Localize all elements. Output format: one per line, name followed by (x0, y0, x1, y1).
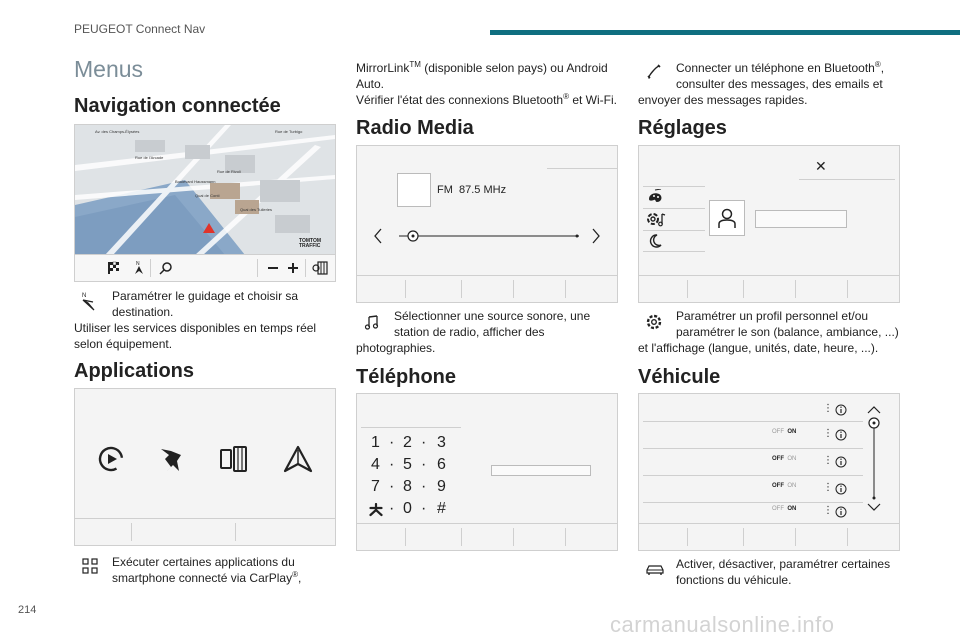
keypad-separator: · (421, 500, 427, 517)
keypad-separator: · (389, 456, 395, 473)
vertical-scroll-slider[interactable] (868, 416, 880, 500)
android-auto-icon[interactable] (283, 445, 313, 473)
chevron-right-icon[interactable] (591, 228, 601, 244)
more-options-icon[interactable]: ⋮ (823, 482, 833, 493)
apps-screenshot (74, 388, 336, 546)
map-image (75, 125, 335, 255)
toggle-switch[interactable]: OFF ON (772, 506, 797, 512)
radio-screenshot (356, 145, 618, 303)
chevron-up-icon[interactable] (867, 406, 881, 414)
nav-heading: Navigation connectée (74, 95, 281, 117)
keypad-key[interactable]: 2 (403, 434, 412, 451)
keypad-separator: · (421, 478, 427, 495)
night-mode-icon[interactable] (647, 233, 663, 249)
keypad-key[interactable]: 9 (437, 478, 446, 495)
more-options-icon[interactable]: ⋮ (823, 455, 833, 466)
dial-number-field[interactable] (491, 465, 591, 476)
info-icon[interactable] (835, 404, 847, 416)
map-settings-icon[interactable] (312, 261, 328, 275)
settings-screenshot (638, 145, 900, 303)
nav-screenshot (74, 124, 336, 282)
phone-description: Connecter un téléphone en Bluetooth®, consulter des messages, des emails et envoyer des messages rapides. (638, 60, 885, 107)
frequency-slider[interactable] (399, 228, 579, 244)
nav-description: Paramétrer le guidage et choisir sa destination. Utiliser les services disponibles en temps réel selon équipement. (74, 289, 317, 351)
map-label: Quai de Conti (195, 193, 220, 198)
toggle-switch[interactable]: OFF ON (772, 429, 797, 435)
chevron-left-icon[interactable] (373, 228, 383, 244)
keypad-key[interactable]: 8 (403, 478, 412, 495)
running-header: PEUGEOT Connect Nav (74, 22, 206, 36)
settings-heading: Réglages (638, 117, 727, 139)
profile-name-field[interactable] (755, 210, 847, 228)
svg-text:N: N (136, 261, 140, 267)
close-icon[interactable]: ✕ (815, 158, 827, 174)
keypad-key[interactable]: 6 (437, 456, 446, 473)
settings-description: Paramétrer un profil personnel et/ou paramétrer le son (balance, ambiance, ...) et l'affichage (langue, unités, date, heure, ...). (638, 309, 899, 355)
phone-heading: Téléphone (356, 366, 457, 388)
keypad-separator: · (389, 500, 395, 517)
more-options-icon[interactable]: ⋮ (823, 428, 833, 439)
map-toolbar (75, 254, 335, 281)
info-icon[interactable] (835, 483, 847, 495)
info-icon[interactable] (835, 456, 847, 468)
vehicle-heading: Véhicule (638, 366, 721, 388)
toggle-switch[interactable]: OFF ON (772, 456, 797, 462)
vehicle-description: Activer, désactiver, paramétrer certaines fonctions du véhicule. (676, 557, 891, 587)
page-title: Menus (74, 56, 144, 82)
map-label: Boulevard Haussmann (175, 179, 216, 184)
carplay-icon[interactable] (97, 445, 125, 473)
zoom-in-icon[interactable] (287, 262, 299, 274)
more-options-icon[interactable]: ⋮ (823, 403, 833, 414)
phone-screenshot (356, 393, 618, 551)
keypad-separator: · (421, 434, 427, 451)
mirrorlink-icon[interactable] (157, 445, 185, 473)
keypad-separator: · (389, 478, 395, 495)
keypad-key[interactable]: 7 (371, 478, 380, 495)
header-accent-bar (490, 30, 960, 35)
user-profile-icon (716, 207, 738, 229)
info-icon[interactable] (835, 506, 847, 518)
sound-settings-icon[interactable] (645, 210, 667, 228)
info-icon[interactable] (835, 429, 847, 441)
apps-heading: Applications (74, 360, 195, 382)
map-label: Rue de Rivoli (217, 169, 241, 174)
map-label: Rue de Turbigo (275, 129, 303, 134)
search-icon[interactable] (159, 261, 173, 275)
keypad-key[interactable]: 1 (371, 434, 380, 451)
palette-icon[interactable] (647, 189, 665, 205)
profile-button[interactable] (709, 200, 745, 236)
keypad-key[interactable]: # (437, 500, 446, 517)
keypad-separator: · (389, 434, 395, 451)
zoom-out-icon[interactable] (267, 262, 279, 274)
map-label: Av. des Champs-Élysées (95, 129, 140, 134)
radio-band: FM (437, 184, 453, 196)
keypad-key[interactable]: 5 (403, 456, 412, 473)
page-number: 214 (18, 604, 37, 616)
svg-text:N: N (82, 293, 87, 299)
more-options-icon[interactable]: ⋮ (823, 505, 833, 516)
radio-description: Sélectionner une source sonore, une station de radio, afficher des photographies. (356, 309, 591, 355)
radio-frequency: 87.5 MHz (459, 184, 507, 196)
chevron-down-icon[interactable] (867, 503, 881, 511)
map-label: Rue de l'Arcade (135, 155, 164, 160)
traffic-badge: TOMTOM TRAFFIC (299, 238, 322, 249)
map-label: Quai des Tuileries (240, 207, 273, 212)
keypad-separator: · (421, 456, 427, 473)
toggle-switch[interactable]: OFF ON (772, 483, 797, 489)
apps-description-continued: MirrorLink™ (disponible selon pays) ou Android Auto. Vérifier l'état des connexions Bluetooth® et Wi-Fi. (356, 60, 617, 107)
vehicle-screenshot (638, 393, 900, 551)
keypad-key[interactable]: 4 (371, 456, 380, 473)
destination-flag-icon[interactable] (107, 261, 121, 275)
keypad-key[interactable]: 0 (403, 500, 412, 517)
apps-description: Exécuter certaines applications du smartphone connecté via CarPlay®, (112, 555, 302, 585)
north-arrow-icon[interactable] (133, 259, 145, 275)
watermark: carmanualsonline.info (610, 612, 835, 637)
radio-heading: Radio Media (356, 117, 474, 139)
keypad-key[interactable]: 3 (437, 434, 446, 451)
asterisk-key-icon[interactable] (369, 503, 383, 517)
station-artwork (397, 173, 431, 207)
smartphone-apps-icon[interactable] (219, 445, 251, 473)
